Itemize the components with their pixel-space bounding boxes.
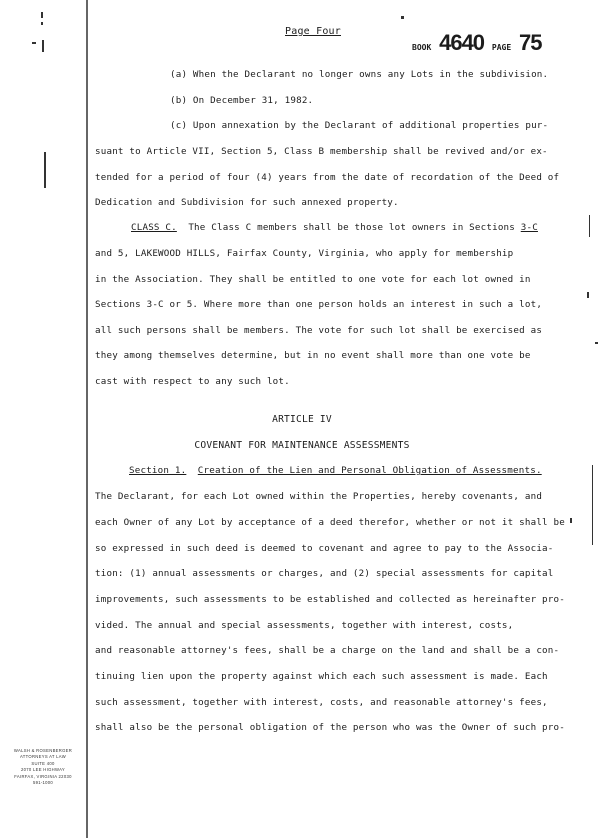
article-heading: ARTICLE IV [272,414,332,425]
class-c-paragraph-line [131,222,538,233]
text-line: all such persons shall be members. The vote for such lot shall be exercised as [95,325,543,336]
margin-mark [42,40,44,52]
text-line: Sections 3-C or 5. Where more than one person holds an interest in such a lot, [95,299,543,310]
text-line: tended for a period of four (4) years from the date of recordation of the Deed of [95,172,560,183]
stamp-line: ATTORNEYS AT LAW [20,754,66,760]
margin-mark [401,16,404,19]
class-c-text: The Class C members shall be those lot owners in Sections [188,222,516,233]
text-line: improvements, such assessments to be established and collected as hereinafter pro- [95,594,565,605]
text-line: (a) When the Declarant no longer owns any Lots in the subdivision. [170,69,549,80]
text-line: Dedication and Subdivision for such annexed property. [95,197,399,208]
margin-mark [44,152,46,188]
text-line: so expressed in such deed is deemed to covenant and agree to pay to the Associa- [95,543,554,554]
stamp-line: 591-1000 [32,780,54,786]
deed-page-prefix: PAGE [491,43,512,52]
deed-book-number: 4640 [439,30,485,55]
text-line: suant to Article VII, Section 5, Class B membership shall be revived and/or ex- [95,146,548,157]
margin-mark [595,342,598,344]
text-line: The Declarant, for each Lot owned within the Properties, hereby covenants, and [95,491,543,502]
text-line: cast with respect to any such lot. [95,376,290,387]
margin-mark [570,518,572,523]
page-number-label: Page Four [285,26,341,37]
section-ref: 3-C [520,222,538,233]
margin-mark [587,292,589,298]
section-1-heading-line [129,465,542,476]
stamp-line: 2070 LEE HIGHWAY [21,767,65,773]
text-line: each Owner of any Lot by acceptance of a deed therefor, whether or not it shall be [95,517,565,528]
text-line: and reasonable attorney's fees, shall be a charge on the land and shall be a con- [95,645,560,656]
stamp-line: SUITE 400 [31,760,55,766]
class-c-heading: CLASS C. [131,222,177,233]
text-line: tion: (1) annual assessments or charges, and (2) special assessments for capital [95,568,554,579]
text-line: vided. The annual and special assessments, together with interest, costs, [95,620,514,631]
text-line: shall also be the personal obligation of the person who was the Owner of such pro- [95,722,565,733]
margin-mark [41,22,43,25]
stamp-line: FAIRFAX, VIRGINIA 22030 [14,773,72,779]
section-title: Creation of the Lien and Personal Obligation of Assessments. [197,465,542,476]
deed-book-prefix: BOOK [412,43,432,52]
section-number: Section 1. [129,465,187,476]
margin-mark [41,12,43,18]
margin-mark [592,465,593,545]
text-line: such assessment, together with interest, costs, and reasonable attorney's fees, [95,697,548,708]
text-line: (b) On December 31, 1982. [170,95,314,106]
deed-book-reference [412,30,541,56]
text-line: they among themselves determine, but in no event shall more than one vote be [95,350,531,361]
law-firm-stamp [1,748,85,786]
article-title: COVENANT FOR MAINTENANCE ASSESSMENTS [194,440,410,451]
text-line: tinuing lien upon the property against which each such assessment is made. Each [95,671,548,682]
text-line: in the Association. They shall be entitled to one vote for each lot owned in [95,274,531,285]
margin-rule [86,0,88,838]
stamp-line: WALSH & ROSENBERGER [13,748,73,753]
text-line: and 5, LAKEWOOD HILLS, Fairfax County, Virginia, who apply for membership [95,248,514,259]
text-line: (c) Upon annexation by the Declarant of additional properties pur- [170,120,549,131]
deed-page-number: 75 [518,30,542,55]
margin-mark [589,215,590,237]
margin-mark [32,42,36,44]
